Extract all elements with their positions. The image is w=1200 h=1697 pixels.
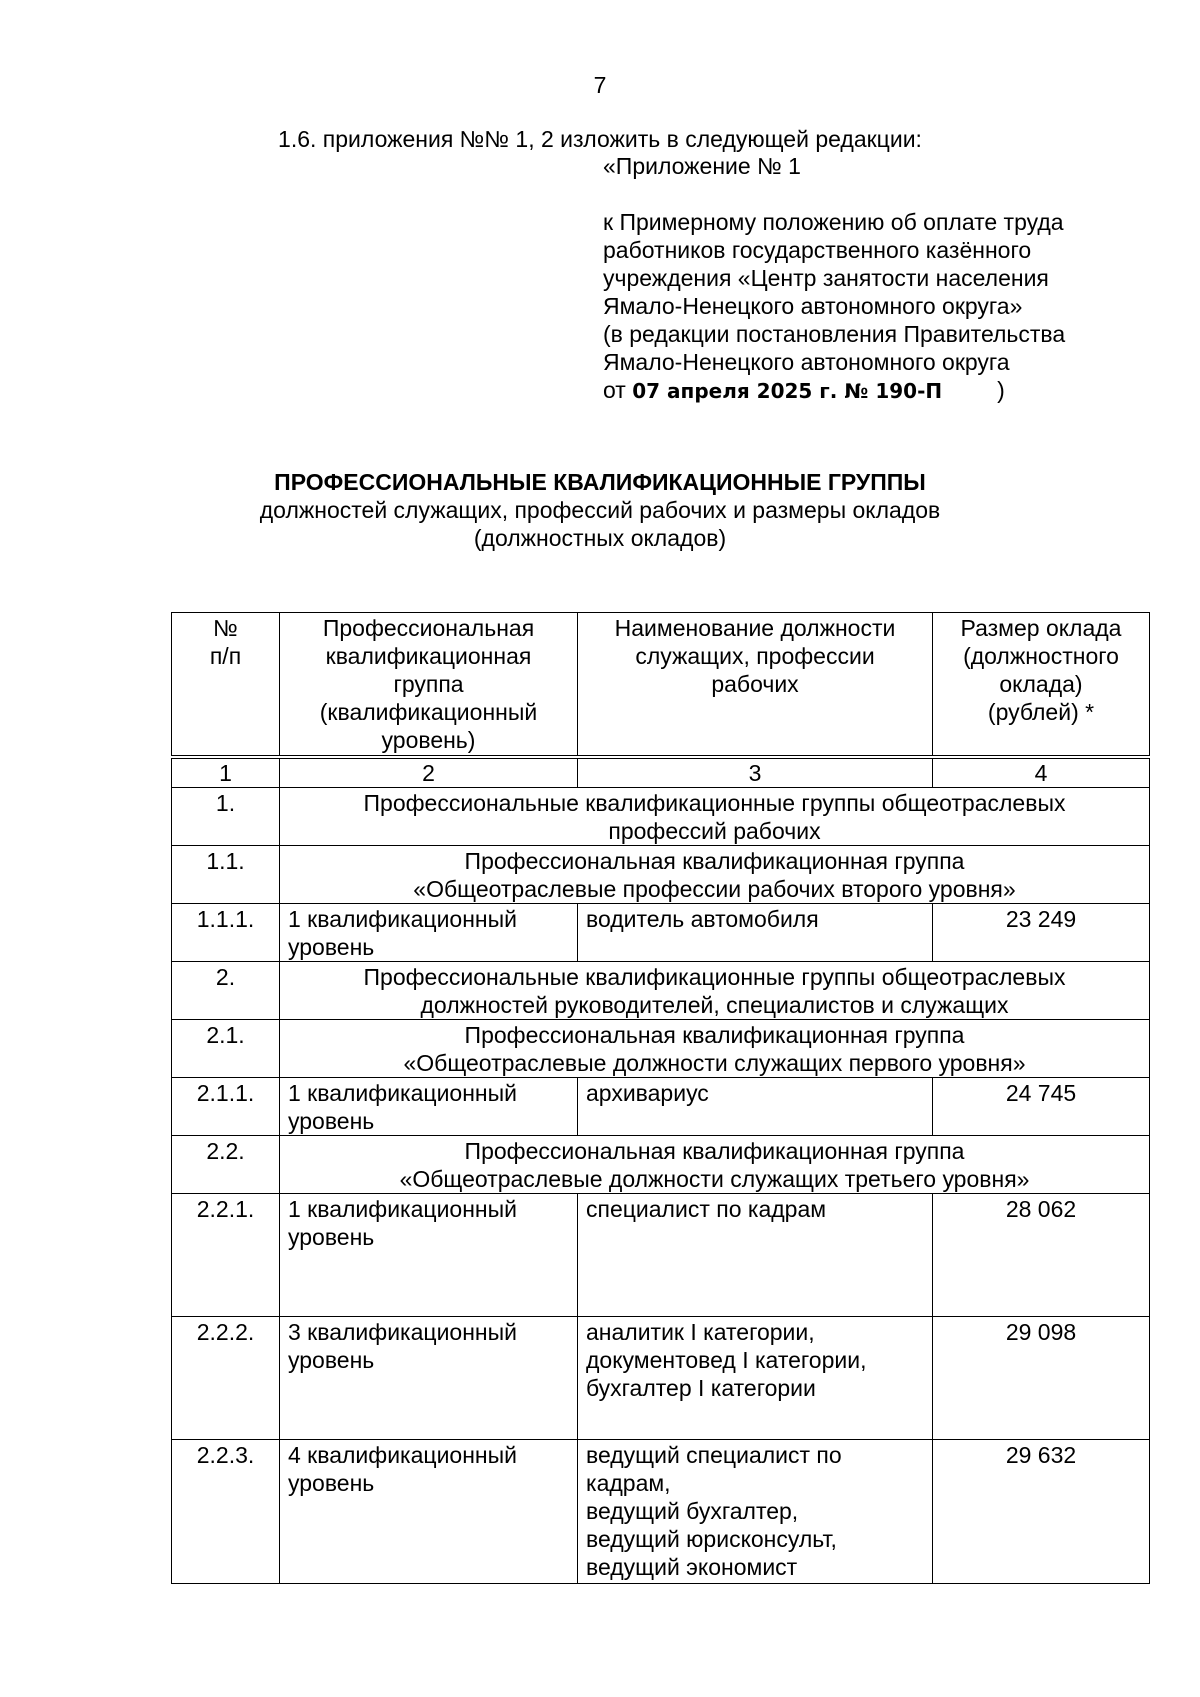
section-row bbox=[172, 787, 1150, 845]
page-number: 7 bbox=[593, 72, 607, 98]
appendix-line: учреждения «Центр занятости населения bbox=[603, 265, 1049, 291]
salary-value: 23 249 bbox=[933, 903, 1150, 961]
row-num: 1.1. bbox=[172, 845, 280, 903]
table-header-row bbox=[172, 613, 1150, 757]
row-num: 2.1.1. bbox=[172, 1077, 280, 1135]
salary-value: 29 098 bbox=[933, 1316, 1150, 1439]
header-group: Профессиональная квалификационная группа (квалификационный уровень) bbox=[280, 613, 578, 757]
date-suffix: ) bbox=[997, 377, 1005, 403]
group-row bbox=[172, 845, 1150, 903]
qualification-level: 3 квалификационный уровень bbox=[280, 1316, 578, 1439]
row-num: 2.2. bbox=[172, 1135, 280, 1193]
qualification-level: 1 квалификационный уровень bbox=[280, 1077, 578, 1135]
date-prefix: от bbox=[603, 377, 626, 403]
column-number-row bbox=[172, 757, 1150, 788]
salary-value: 24 745 bbox=[933, 1077, 1150, 1135]
appendix-title: «Приложение № 1 bbox=[603, 153, 801, 179]
position-name: архивариус bbox=[578, 1077, 933, 1135]
table-row bbox=[172, 1316, 1150, 1439]
qualification-level: 1 квалификационный уровень bbox=[280, 1193, 578, 1316]
header-position: Наименование должности служащих, профессии рабочих bbox=[578, 613, 933, 757]
group-row bbox=[172, 1019, 1150, 1077]
title-sub: должностей служащих, профессий рабочих и размеры окладов bbox=[259, 497, 941, 523]
appendix-line: к Примерному положению об оплате труда bbox=[603, 209, 1064, 235]
salary-table bbox=[171, 612, 1150, 1584]
row-num: 1.1.1. bbox=[172, 903, 280, 961]
appendix-header bbox=[603, 152, 1163, 405]
group-row bbox=[172, 1135, 1150, 1193]
row-num: 2.1. bbox=[172, 1019, 280, 1077]
salary-value: 29 632 bbox=[933, 1439, 1150, 1583]
appendix-line: Ямало-Ненецкого автономного округа» bbox=[603, 293, 1023, 319]
position-name: специалист по кадрам bbox=[578, 1193, 933, 1316]
title-main: ПРОФЕССИОНАЛЬНЫЕ КВАЛИФИКАЦИОННЫЕ ГРУППЫ bbox=[274, 469, 926, 495]
col-number: 3 bbox=[578, 757, 933, 788]
position-name: аналитик I категории, документовед I категории, бухгалтер I категории bbox=[578, 1316, 933, 1439]
qualification-level: 4 квалификационный уровень bbox=[280, 1439, 578, 1583]
header-num: № п/п bbox=[172, 613, 280, 757]
position-name: водитель автомобиля bbox=[578, 903, 933, 961]
position-name: ведущий специалист по кадрам, ведущий бухгалтер, ведущий юрисконсульт, ведущий экономист bbox=[578, 1439, 933, 1583]
appendix-date-line bbox=[603, 376, 1163, 405]
intro-text: 1.6. приложения №№ 1, 2 изложить в следующей редакции: bbox=[278, 126, 922, 152]
col-number: 2 bbox=[280, 757, 578, 788]
row-num: 2.2.3. bbox=[172, 1439, 280, 1583]
group-title: Профессиональная квалификационная группа «Общеотраслевые должности служащих первого уровня» bbox=[280, 1019, 1150, 1077]
section-title: Профессиональные квалификационные группы общеотраслевых должностей руководителей, специалистов и служащих bbox=[280, 961, 1150, 1019]
col-number: 1 bbox=[172, 757, 280, 788]
col-number: 4 bbox=[933, 757, 1150, 788]
qualification-level: 1 квалификационный уровень bbox=[280, 903, 578, 961]
salary-value: 28 062 bbox=[933, 1193, 1150, 1316]
section-title: Профессиональные квалификационные группы общеотраслевых профессий рабочих bbox=[280, 787, 1150, 845]
header-salary: Размер оклада (должностного оклада) (рублей) * bbox=[933, 613, 1150, 757]
appendix-line: Ямало-Ненецкого автономного округа bbox=[603, 349, 1010, 375]
row-num: 2.2.1. bbox=[172, 1193, 280, 1316]
appendix-line: работников государственного казённого bbox=[603, 237, 1032, 263]
group-title: Профессиональная квалификационная группа «Общеотраслевые профессии рабочих второго уровня» bbox=[280, 845, 1150, 903]
group-title: Профессиональная квалификационная группа «Общеотраслевые должности служащих третьего уровня» bbox=[280, 1135, 1150, 1193]
table-row bbox=[172, 1077, 1150, 1135]
row-num: 1. bbox=[172, 787, 280, 845]
appendix-line: (в редакции постановления Правительства bbox=[603, 321, 1066, 347]
document-title bbox=[0, 468, 1200, 552]
table-row bbox=[172, 903, 1150, 961]
title-sub: (должностных окладов) bbox=[473, 525, 727, 551]
row-num: 2. bbox=[172, 961, 280, 1019]
decree-date-number: 07 апреля 2025 г. № 190-П bbox=[632, 379, 943, 403]
table-row bbox=[172, 1193, 1150, 1316]
section-row bbox=[172, 961, 1150, 1019]
table-row bbox=[172, 1439, 1150, 1583]
row-num: 2.2.2. bbox=[172, 1316, 280, 1439]
